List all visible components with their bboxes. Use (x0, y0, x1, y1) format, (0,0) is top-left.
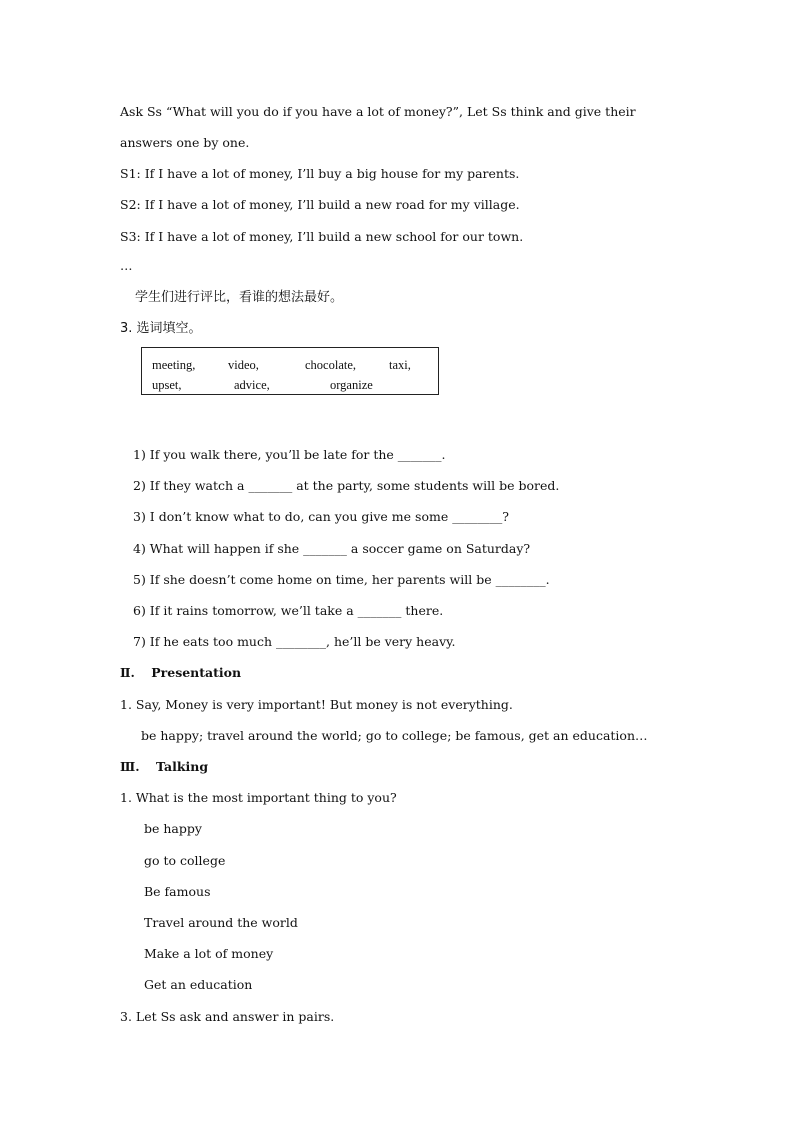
fill-blank-item: 4) What will happen if she _______ a soccer game on Saturday? (133, 541, 531, 556)
section-heading-presentation (120, 665, 241, 681)
task-3-title: 3. 选词填空。 (120, 321, 202, 336)
word-bank-item: video, (228, 358, 259, 372)
section-title: Presentation (151, 665, 242, 680)
student-answer-2: S2: If I have a lot of money, I’ll build a new road for my village. (120, 197, 520, 212)
section-title: Talking (155, 759, 209, 774)
comparison-note: 学生们进行评比，看谁的想法最好。 (135, 290, 344, 305)
ask-line-2: answers one by one. (120, 135, 250, 150)
talking-option: Be famous (144, 884, 211, 899)
word-bank-item: meeting, (152, 358, 196, 372)
presentation-item-1-detail: be happy; travel around the world; go to college; be famous, get an education… (141, 728, 648, 743)
student-answer-1: S1: If I have a lot of money, I’ll buy a big house for my parents. (120, 166, 520, 181)
fill-blank-item: 7) If he eats too much ________, he’ll be very heavy. (133, 634, 456, 649)
fill-blank-item: 3) I don’t know what to do, can you give me some ________? (133, 509, 509, 524)
presentation-item-1: 1. Say, Money is very important! But money is not everything. (120, 697, 513, 712)
section-heading-talking (120, 759, 208, 775)
ellipsis: … (120, 258, 133, 273)
section-number: Ⅱ. (120, 665, 135, 680)
fill-blank-item: 5) If she doesn’t come home on time, her parents will be ________. (133, 572, 550, 587)
word-bank-item: taxi, (389, 358, 411, 372)
word-bank-item: upset, (152, 378, 182, 392)
talking-item-1: 1. What is the most important thing to you? (120, 790, 397, 805)
talking-option: be happy (144, 821, 202, 836)
word-bank-item: advice, (234, 378, 270, 392)
talking-option: Get an education (144, 977, 253, 992)
section-number: Ⅲ. (120, 759, 140, 774)
talking-option: Make a lot of money (144, 946, 274, 961)
word-bank-box (141, 347, 439, 395)
talking-item-3: 3. Let Ss ask and answer in pairs. (120, 1009, 335, 1024)
ask-line-1: Ask Ss “What will you do if you have a lot of money?”, Let Ss think and give their (120, 104, 636, 119)
fill-blank-item: 2) If they watch a _______ at the party, some students will be bored. (133, 478, 560, 493)
talking-option: go to college (144, 853, 226, 868)
word-bank-item: organize (330, 378, 373, 392)
student-answer-3: S3: If I have a lot of money, I’ll build a new school for our town. (120, 229, 524, 244)
fill-blank-item: 6) If it rains tomorrow, we’ll take a _______ there. (133, 603, 444, 618)
word-bank-item: chocolate, (305, 358, 357, 372)
talking-option: Travel around the world (144, 915, 298, 930)
fill-blank-item: 1) If you walk there, you’ll be late for the _______. (133, 447, 446, 462)
